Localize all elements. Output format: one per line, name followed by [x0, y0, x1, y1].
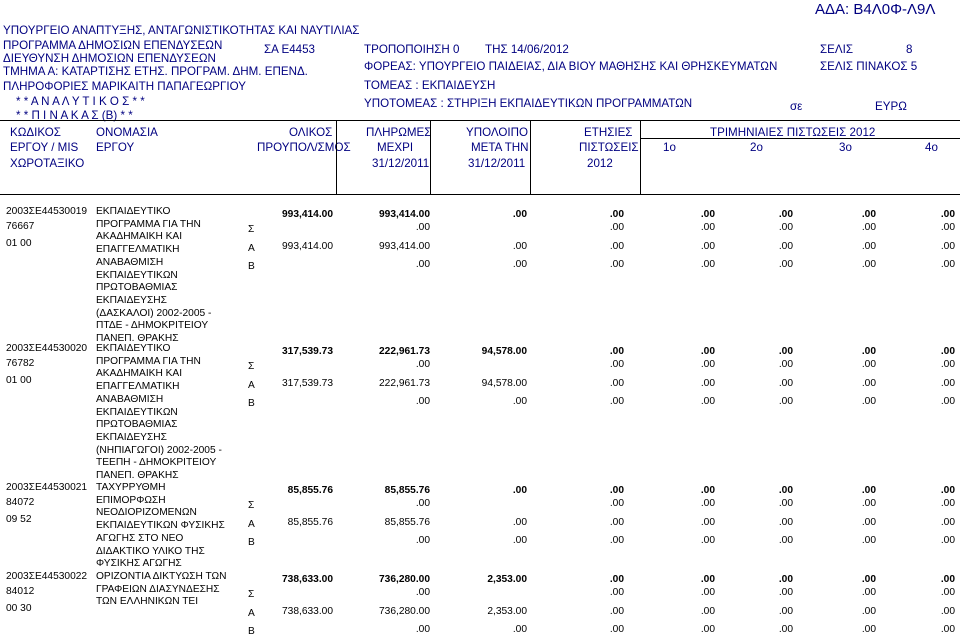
col-payments: ΠΛΗΡΩΜΕΣ — [366, 126, 432, 139]
col-balance: ΥΠΟΛΟΙΠΟ — [466, 126, 529, 139]
cell-pliromes: .00 — [415, 624, 430, 635]
row-type-letter: Β — [248, 398, 255, 409]
cell-q4: .00 — [940, 587, 955, 598]
project-name-line: ΕΠΑΓΓΕΛΜΑΤΙΚΗ — [96, 244, 180, 256]
ada-stamp: ΑΔΑ: Β4Λ0Φ-Λ9Λ — [815, 1, 936, 18]
col-code: ΚΩΔΙΚΟΣ — [10, 126, 61, 139]
cell-q2: .00 — [778, 378, 793, 389]
cell-etisies: .00 — [609, 587, 624, 598]
col-until-date: 31/12/2011 — [372, 157, 430, 170]
row-type-letter: Β — [248, 261, 255, 272]
cell-q2: .00 — [778, 222, 793, 233]
cell-q4: .00 — [940, 222, 955, 233]
project-code: 2003ΣΕ44530020 — [6, 343, 88, 354]
cell-olikos: 738,633.00 — [282, 574, 333, 585]
project-code: 2003ΣΕ44530021 — [6, 482, 88, 493]
cell-ypoloipo: .00 — [512, 241, 527, 252]
col-after: ΜΕΤΑ ΤΗΝ — [471, 141, 529, 154]
cell-pliromes: .00 — [415, 259, 430, 270]
cell-q3: .00 — [861, 498, 876, 509]
cell-q4: .00 — [940, 259, 955, 270]
project-name-line: ΠΑΝΕΠ. ΘΡΑΚΗΣ — [96, 470, 179, 481]
cell-etisies: .00 — [609, 346, 624, 357]
cell-q2: .00 — [778, 346, 793, 357]
cell-q4: .00 — [940, 517, 955, 528]
cell-olikos: 317,539.73 — [282, 378, 333, 389]
cell-q2: .00 — [778, 396, 793, 407]
project-name-line: (ΔΑΣΚΑΛΟΙ) 2002-2005 - — [96, 307, 212, 319]
cell-q3: .00 — [861, 517, 876, 528]
cell-etisies: .00 — [609, 396, 624, 407]
cell-q2: .00 — [778, 241, 793, 252]
project-name-line: ΑΝΑΒΑΘΜΙΣΗ — [96, 393, 164, 405]
currency-prefix: σε — [790, 100, 803, 113]
row-type-letter: Β — [248, 537, 255, 548]
cell-etisies: .00 — [609, 517, 624, 528]
page-number: 8 — [906, 43, 913, 56]
cell-q3: .00 — [861, 222, 876, 233]
col-name: ΟΝΟΜΑΣΙΑ — [96, 126, 158, 139]
col-year: 2012 — [587, 157, 613, 170]
col-q1: 1ο — [663, 141, 676, 154]
cell-q3: .00 — [861, 396, 876, 407]
cell-pliromes: 85,855.76 — [384, 517, 430, 528]
cell-etisies: .00 — [609, 209, 624, 220]
project-name-line: ΑΓΩΓΗΣ ΣΤΟ ΝΕΟ — [96, 532, 184, 544]
ministry-title: ΥΠΟΥΡΓΕΙΟ ΑΝΑΠΤΥΞΗΣ, ΑΝΤΑΓΩΝΙΣΤΙΚΟΤΗΤΑΣ ΚΑΙ ΝΑΥΤΙΛΙΑΣ — [3, 24, 360, 37]
project-name-line: ΕΚΠΑΙΔΕΥΣΗΣ — [96, 294, 167, 306]
row-type-letter: Σ — [248, 500, 255, 511]
cell-q1: .00 — [700, 378, 715, 389]
project-name-line: ΕΚΠΑΙΔΕΥΣΗΣ — [96, 431, 167, 443]
project-name-line: ΤΑΧΥΡΡΥΘΜΗ — [96, 482, 166, 493]
cell-q3: .00 — [861, 378, 876, 389]
cell-q3: .00 — [861, 535, 876, 546]
cell-q1: .00 — [700, 535, 715, 546]
modification-date: ΤΗΣ 14/06/2012 — [485, 43, 569, 56]
project-name-line: ΕΠΑΓΓΕΛΜΑΤΙΚΗ — [96, 381, 180, 393]
cell-ypoloipo: 2,353.00 — [487, 574, 527, 585]
col-quarterly: ΤΡΙΜΗΝΙΑΙΕΣ ΠΙΣΤΩΣΕΙΣ 2012 — [710, 126, 876, 139]
project-mis: 84072 — [6, 497, 35, 508]
cell-q4: .00 — [940, 209, 955, 220]
cell-q4: .00 — [940, 606, 955, 617]
page-label: ΣΕΛΙΣ — [820, 43, 854, 56]
cell-ypoloipo: 94,578.00 — [481, 378, 527, 389]
col-after-date: 31/12/2011 — [468, 157, 526, 170]
project-spatial-code: 09 52 — [6, 514, 32, 525]
cell-etisies: .00 — [609, 574, 624, 585]
modification-label: ΤΡΟΠΟΠΟΙΗΣΗ 0 — [364, 43, 460, 56]
project-name-line: ΤΕΕΠΗ - ΔΗΜΟΚΡΙΤΕΙΟΥ — [96, 457, 217, 469]
project-name-line: ΑΚΑΔΗΜΑΙΚΗ ΚΑΙ — [96, 231, 183, 243]
info-contact: ΠΛΗΡΟΦΟΡΙΕΣ ΜΑΡΙΚΑΙΤΗ ΠΑΠΑΓΕΩΡΓΙΟΥ — [3, 80, 247, 93]
cell-olikos: 993,414.00 — [282, 241, 333, 252]
col-budget: ΠΡΟΥΠΟΛ/ΣΜΟΣ — [257, 141, 351, 154]
cell-q2: .00 — [778, 209, 793, 220]
project-name-line: ΠΡΟΓΡΑΜΜΑ ΓΙΑ ΤΗΝ — [96, 355, 201, 367]
row-type-letter: Σ — [248, 361, 255, 372]
analytikos-label: * * Α Ν Α Λ Υ Τ Ι Κ Ο Σ * * — [16, 95, 145, 108]
project-name-line: ΔΙΔΑΚΤΙΚΟ ΥΛΙΚΟ ΤΗΣ — [96, 545, 205, 557]
cell-q3: .00 — [861, 606, 876, 617]
cell-q3: .00 — [861, 259, 876, 270]
cell-ypoloipo: .00 — [512, 535, 527, 546]
col-divider-2 — [430, 120, 431, 194]
cell-q2: .00 — [778, 624, 793, 635]
cell-q2: .00 — [778, 485, 793, 496]
cell-q1: .00 — [700, 259, 715, 270]
cell-pliromes: .00 — [415, 498, 430, 509]
program-title: ΠΡΟΓΡΑΜΜΑ ΔΗΜΟΣΙΩΝ ΕΠΕΝΔΥΣΕΩΝ — [3, 39, 223, 52]
cell-olikos: 317,539.73 — [282, 346, 333, 357]
col-spatial: ΧΩΡΟΤΑΞΙΚΟ — [10, 157, 85, 170]
project-name-line: ΦΥΣΙΚΗΣ ΑΓΩΓΗΣ — [96, 558, 182, 570]
row-type-letter: Α — [248, 243, 255, 254]
cell-pliromes: 736,280.00 — [379, 606, 430, 617]
cell-etisies: .00 — [609, 241, 624, 252]
cell-q3: .00 — [861, 346, 876, 357]
cell-q1: .00 — [700, 574, 715, 585]
cell-q3: .00 — [861, 574, 876, 585]
cell-pliromes: 222,961.73 — [379, 346, 430, 357]
cell-etisies: .00 — [609, 624, 624, 635]
cell-etisies: .00 — [609, 606, 624, 617]
cell-pliromes: .00 — [415, 222, 430, 233]
project-name-line: ΕΠΙΜΟΡΦΩΣΗ — [96, 494, 166, 506]
cell-ypoloipo: .00 — [512, 209, 527, 220]
sa-code: ΣΑ Ε4453 — [264, 43, 316, 56]
cell-q2: .00 — [778, 359, 793, 370]
cell-pliromes: 993,414.00 — [379, 209, 430, 220]
cell-q4: .00 — [940, 378, 955, 389]
cell-q4: .00 — [940, 574, 955, 585]
col-q2: 2ο — [750, 141, 763, 154]
cell-ypoloipo: .00 — [512, 624, 527, 635]
cell-q1: .00 — [700, 485, 715, 496]
col-code-mis: ΕΡΓΟΥ / MIS — [10, 141, 79, 154]
cell-q4: .00 — [940, 346, 955, 357]
cell-pliromes: .00 — [415, 587, 430, 598]
cell-q4: .00 — [940, 359, 955, 370]
cell-q3: .00 — [861, 241, 876, 252]
project-name-line: ΕΚΠΑΙΔΕΥΤΙΚΟ — [96, 206, 171, 217]
cell-q1: .00 — [700, 222, 715, 233]
cell-etisies: .00 — [609, 222, 624, 233]
row-type-letter: Α — [248, 519, 255, 530]
project-name-line: ΓΡΑΦΕΙΩΝ ΔΙΑΣΥΝΔΕΣΗΣ — [96, 583, 220, 595]
cell-ypoloipo: .00 — [512, 517, 527, 528]
project-name-line: ΑΚΑΔΗΜΑΙΚΗ ΚΑΙ — [96, 368, 183, 380]
cell-q2: .00 — [778, 259, 793, 270]
cell-q1: .00 — [700, 498, 715, 509]
cell-q1: .00 — [700, 396, 715, 407]
project-mis: 84012 — [6, 586, 35, 597]
cell-q4: .00 — [940, 535, 955, 546]
cell-q4: .00 — [940, 498, 955, 509]
cell-etisies: .00 — [609, 485, 624, 496]
col-q4: 4ο — [925, 141, 938, 154]
cell-q2: .00 — [778, 535, 793, 546]
col-annual: ΕΤΗΣΙΕΣ — [584, 126, 633, 139]
table-page-label: ΣΕΛΙΣ ΠΙΝΑΚΟΣ 5 — [820, 60, 918, 73]
cell-q2: .00 — [778, 587, 793, 598]
cell-q1: .00 — [700, 587, 715, 598]
project-name-line: ΑΝΑΒΑΘΜΙΣΗ — [96, 256, 164, 268]
cell-pliromes: 993,414.00 — [379, 241, 430, 252]
department-title: ΤΜΗΜΑ Α: ΚΑΤΑΡΤΙΣΗΣ ΕΤΗΣ. ΠΡΟΓΡΑΜ. ΔΗΜ. ΕΠΕΝΔ. — [3, 65, 308, 78]
row-type-letter: Β — [248, 626, 255, 637]
cell-q2: .00 — [778, 498, 793, 509]
cell-pliromes: .00 — [415, 396, 430, 407]
cell-ypoloipo: 94,578.00 — [481, 346, 527, 357]
col-divider-4 — [640, 120, 641, 194]
cell-q3: .00 — [861, 485, 876, 496]
col-divider-3 — [530, 120, 531, 194]
project-spatial-code: 01 00 — [6, 238, 32, 249]
cell-q1: .00 — [700, 241, 715, 252]
cell-etisies: .00 — [609, 498, 624, 509]
cell-q1: .00 — [700, 359, 715, 370]
cell-q1: .00 — [700, 209, 715, 220]
cell-etisies: .00 — [609, 259, 624, 270]
cell-etisies: .00 — [609, 378, 624, 389]
cell-ypoloipo: 2,353.00 — [487, 606, 527, 617]
col-q3: 3ο — [839, 141, 852, 154]
col-total: ΟΛΙΚΟΣ — [289, 126, 333, 139]
cell-q2: .00 — [778, 574, 793, 585]
project-name-line: ΕΚΠΑΙΔΕΥΤΙΚΩΝ ΦΥΣΙΚΗΣ — [96, 520, 225, 532]
project-name-line: ΠΑΝΕΠ. ΘΡΑΚΗΣ — [96, 333, 179, 344]
cell-q2: .00 — [778, 517, 793, 528]
cell-ypoloipo: .00 — [512, 485, 527, 496]
project-spatial-code: 01 00 — [6, 375, 32, 386]
project-code: 2003ΣΕ44530022 — [6, 571, 88, 582]
cell-q4: .00 — [940, 396, 955, 407]
project-name-line: ΕΚΠΑΙΔΕΥΤΙΚΩΝ — [96, 406, 178, 418]
cell-q1: .00 — [700, 606, 715, 617]
pinakas-label: * * Π Ι Ν Α Κ Α Σ (Β) * * — [16, 109, 133, 122]
cell-q2: .00 — [778, 606, 793, 617]
header-rule-top — [0, 120, 960, 121]
cell-ypoloipo: .00 — [512, 259, 527, 270]
project-name-line: ΠΡΩΤΟΒΑΘΜΙΑΣ — [96, 419, 178, 431]
row-type-letter: Α — [248, 380, 255, 391]
cell-pliromes: .00 — [415, 535, 430, 546]
project-name-line: ΕΚΠΑΙΔΕΥΤΙΚΟ — [96, 343, 171, 354]
header-rule-bottom — [0, 194, 960, 195]
cell-pliromes: .00 — [415, 359, 430, 370]
cell-q1: .00 — [700, 624, 715, 635]
directorate-title: ΔΙΕΥΘΥΝΣΗ ΔΗΜΟΣΙΩΝ ΕΠΕΝΔΥΣΕΩΝ — [3, 52, 216, 65]
cell-q1: .00 — [700, 517, 715, 528]
cell-q3: .00 — [861, 359, 876, 370]
project-name-line: ΟΡΙΖΟΝΤΙΑ ΔΙΚΤΥΩΣΗ ΤΩΝ — [96, 571, 227, 582]
cell-olikos: 85,855.76 — [287, 485, 333, 496]
project-code: 2003ΣΕ44530019 — [6, 206, 88, 217]
project-name-line: ΕΚΠΑΙΔΕΥΤΙΚΩΝ — [96, 269, 178, 281]
cell-q4: .00 — [940, 241, 955, 252]
cell-olikos: 738,633.00 — [282, 606, 333, 617]
cell-olikos: 993,414.00 — [282, 209, 333, 220]
project-name-line: ΝΕΟΔΙΟΡΙΖΟΜΕΝΩΝ — [96, 507, 197, 519]
row-type-letter: Α — [248, 608, 255, 619]
project-name-line: ΠΡΩΤΟΒΑΘΜΙΑΣ — [96, 282, 178, 294]
quarter-rule — [640, 138, 960, 139]
cell-q1: .00 — [700, 346, 715, 357]
col-divider-1 — [336, 120, 337, 194]
currency-label: ΕΥΡΩ — [875, 100, 907, 113]
project-name-line: ΠΡΟΓΡΑΜΜΑ ΓΙΑ ΤΗΝ — [96, 218, 201, 230]
project-name-line: ΠΤΔΕ - ΔΗΜΟΚΡΙΤΕΙΟΥ — [96, 320, 209, 332]
cell-pliromes: 222,961.73 — [379, 378, 430, 389]
row-type-letter: Σ — [248, 589, 255, 600]
row-type-letter: Σ — [248, 224, 255, 235]
cell-q3: .00 — [861, 209, 876, 220]
cell-q4: .00 — [940, 485, 955, 496]
project-name-line: (ΝΗΠΙΑΓΩΓΟΙ) 2002-2005 - — [96, 444, 222, 456]
project-spatial-code: 00 30 — [6, 603, 32, 614]
col-appropriations: ΠΙΣΤΩΣΕΙΣ — [579, 141, 639, 154]
subsector-label: ΥΠΟΤΟΜΕΑΣ : ΣΤΗΡΙΞΗ ΕΚΠΑΙΔΕΥΤΙΚΩΝ ΠΡΟΓΡΑΜΜΑΤΩΝ — [364, 97, 693, 110]
cell-etisies: .00 — [609, 359, 624, 370]
cell-olikos: 85,855.76 — [287, 517, 333, 528]
cell-pliromes: 85,855.76 — [384, 485, 430, 496]
cell-q4: .00 — [940, 624, 955, 635]
cell-q3: .00 — [861, 587, 876, 598]
cell-q3: .00 — [861, 624, 876, 635]
cell-ypoloipo: .00 — [512, 396, 527, 407]
agency-label: ΦΟΡΕΑΣ: ΥΠΟΥΡΓΕΙΟ ΠΑΙΔΕΙΑΣ, ΔΙΑ ΒΙΟΥ ΜΑΘΗΣΗΣ ΚΑΙ ΘΡΗΣΚΕΥΜΑΤΩΝ — [364, 60, 778, 73]
project-name-line: ΤΩΝ ΕΛΛΗΝΙΚΩΝ ΤΕΙ — [96, 596, 199, 608]
col-name-sub: ΕΡΓΟΥ — [96, 141, 135, 154]
cell-etisies: .00 — [609, 535, 624, 546]
col-until: ΜΕΧΡΙ — [377, 141, 414, 154]
cell-pliromes: 736,280.00 — [379, 574, 430, 585]
sector-label: ΤΟΜΕΑΣ : ΕΚΠΑΙΔΕΥΣΗ — [364, 79, 496, 92]
project-mis: 76667 — [6, 221, 35, 232]
project-mis: 76782 — [6, 358, 35, 369]
